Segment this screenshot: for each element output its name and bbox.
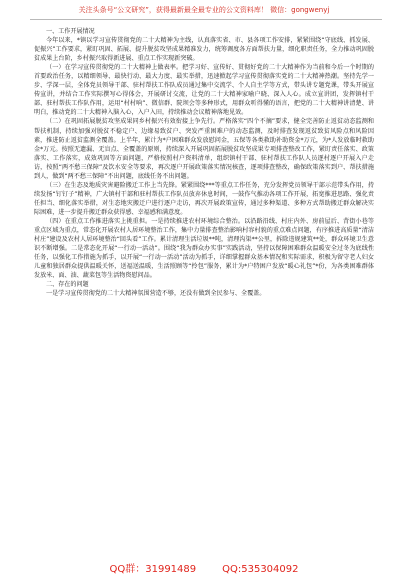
document-body [34,27,374,298]
qq-group-text: QQ群：31991489 [109,564,197,575]
section-heading-problems: 二、存在的问题 [46,281,89,289]
paragraph-key-tasks: （四）在重点工作推进落实上挑重担。一是持续推进农村环境综合整治。以沿路沿线、村庄内外、房前屋后、背街小巷等重点区域为重点，常态化开展农村人居环境整治工作，集中力量排查整治影响村容村貌的重点难点问题，有序推进高质量“清洁村庄”建设及农村人居环境整治“回头看”工作。累计清理生活垃圾**吨，清理沟渠**公里，拆除违规建筑**处，群众环境卫生意识不断增强。二是常态化开展“一行动一活动”。围绕“我为群众办实事”实践活动，坚持以保障困难群众温暖安全过冬为底线性任务，以强化工作措施为抓手，以开展“一行动一活动”活动为抓手，详细掌握群众基本情况和实际需求，积极为留守老人妇女儿童和独居群众提供温暖关怀，送福送温暖，生活照顾等“拎包”服务，累计为*户特困户发放“暖心礼包”*份，为各类困难群体发放米、面、油、蔬菜包等生活物资慰问品。 [34,217,374,280]
paragraph-problem-1: 一是学习宣传贯彻党的二十大精神氛围营造不够，还没有做到全民参与、全覆盖。 [46,290,266,298]
paragraph-overview: 今年以来，*镇以学习宣传贯彻党的二十大精神为主线，认真落实省、市、县各项工作安排，紧紧围绕“守底线、抓发展、促振兴”工作要求，紧盯巩固、拓展、提升脱贫攻坚成果精准发力，统筹调度各方面帮扶力量，细化职责任务，全力推动巩固脱贫成果上台阶，乡村振兴取得新进展、重点工作实现新突破。 [34,37,374,63]
section-heading-work-progress: 一、工作开展情况 [46,28,95,35]
contact-footer [0,564,408,576]
header-divider [30,19,382,20]
paragraph-poverty-consolidation: （二）在巩固拓展脱贫攻坚成果同乡村振兴有效衔接上争先行。严格落实“四个不摘”要求，健全完善防止返贫动态监测和帮扶机制，持续加强对脱贫不稳定户、边缘易致贫户、突发严重困难户的动态监测，及时排查发现返贫致贫风险点和风险因素，推进防止返贫监测全覆盖。上半年，累计为*户困难群众发放慰问金，五保等各类救助补助资金*万元，为*人发放临时救助金*万元。按照无遗漏、无盲点、全覆盖的原则，持续深入开展巩固拓展脱贫攻坚成果专项排查整改工作，紧盯责任落实、政策落实、工作落实，成效巩固等方面问题，严格按照村户资料清单，组织镇村干部、驻村帮扶工作队人员逐村逐户开展入户走访，按照“两不愁三保障”及饮水安全等要求，再次逐户开展政策落实情况核查，逐项排查整改，确保政策落实到户、帮扶措施到人，做到“两不愁三保障”不出问题，底线任务不出问题。 [34,118,374,180]
paragraph-study-spirit: （一）在学习宣传贯彻党的二十大精神上做表率。把学习好、宣传好、贯彻好党的二十大精神作为当前和今后一个时期的首要政治任务，以精细领导、最快行动、最大力度、最实举措，迅速掀起学习宣传贯彻落实党的二十大精神热潮。坚持先学一步、学深一层，全体党员领导干部、驻村帮扶工作队成员通过集中交流学、个人自主学等方式，带头讲专题党课，带头开展宣传宣讲，并结合工作实际撰写心得体会，开展研讨交流，让党的二十大精神家喻户晓、深入人心。成立宣讲团，发挥镇村干部、驻村帮扶工作队作用，运用“村村响”、微信群、院坝会等多种形式，用群众听得懂的语言，把党的二十大精神讲清楚、讲明白，推动党的二十大精神入脑入心，入户入田，持续推动会议精神落地见效。 [34,64,374,117]
qq-number-text: QQ:535304092 [222,564,299,575]
watermark-banner: 关注头条号“公文研究”，获得最新最全最专业的公文资料库！ 微信：gongwenyj [78,6,330,14]
paragraph-relocation: （三）在生态及地质灾害避险搬迁工作上当先锋。紧紧围绕***等重点工作任务，充分发挥党员领导干部示范带头作用，持续发扬“钉钉子”精神，广大镇村干部和驻村帮扶工作队员放弃休息时间，一鼓作气推动各项工作开展，拓宽推进思路、强化责任担当、细化落实举措，对生态地灾搬迁户进行逐户走访，再次开展政策宣传，通过多种渠道、多种方式帮助搬迁群众解决实际困难，进一步提升搬迁群众获得感、幸福感和满意度。 [34,181,374,216]
